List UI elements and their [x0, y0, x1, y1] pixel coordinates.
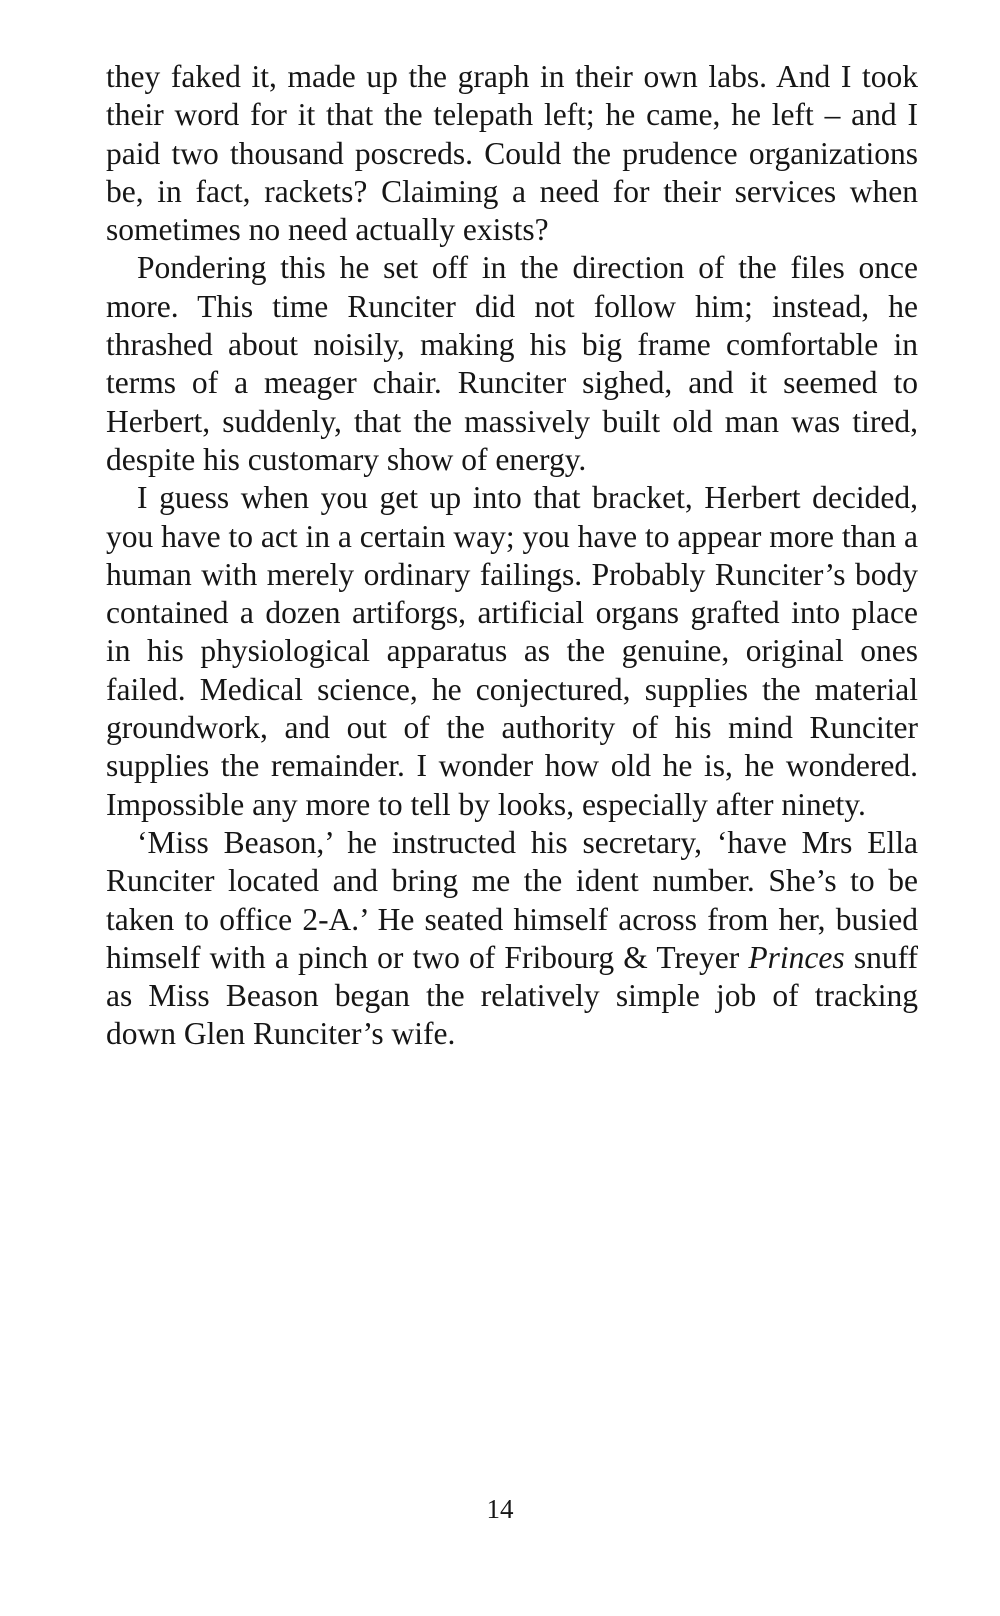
- paragraph-4-part-2: snuff as Miss Beason began the relatively simple job of tracking down Glen Runciter’s wife.: [106, 939, 919, 1052]
- page-number: 14: [486, 1494, 514, 1524]
- paragraph-4: [106, 824, 918, 1054]
- paragraph-3: I guess when you get up into that bracket, Herbert decided, you have to act in a certain way; you have to appear more than a human with merely ordinary failings. Probably Runciter’s body contained a dozen artiforgs, artificial organs grafted into place in his physiological apparatus as the genuine, original ones failed. Medical science, he conjectured, supplies the material groundwork, and out of the authority of his mind Runciter supplies the remainder. I wonder how old he is, he wondered. Impossible any more to tell by looks, especially after ninety.: [106, 480, 918, 822]
- paragraph-4-part-1: ‘Miss Beason,’ he instructed his secretary, ‘have Mrs Ella Runciter located and bring me the ident number. She’s to be taken to office 2-A.’ He seated himself across from her, busied himself with a pinch or two of Fribourg & Treyer: [106, 824, 918, 975]
- paragraph-4-italic-brand: Princes: [748, 939, 845, 975]
- body-text: [106, 58, 918, 1054]
- paragraph-2: Pondering this he set off in the direction of the files once more. This time Runciter did not follow him; instead, he thrashed about noisily, making his big frame comfortable in terms of a meager chair. Runciter sighed, and it seemed to Herbert, suddenly, that the massively built old man was tired, despite his customary show of energy.: [106, 250, 918, 477]
- paragraph-1: they faked it, made up the graph in their own labs. And I took their word for it that the telepath left; he came, he left – and I paid two thousand poscreds. Could the prudence organizations be, in fact, rackets? Claiming a need for their services when sometimes no need actually exists?: [106, 59, 918, 248]
